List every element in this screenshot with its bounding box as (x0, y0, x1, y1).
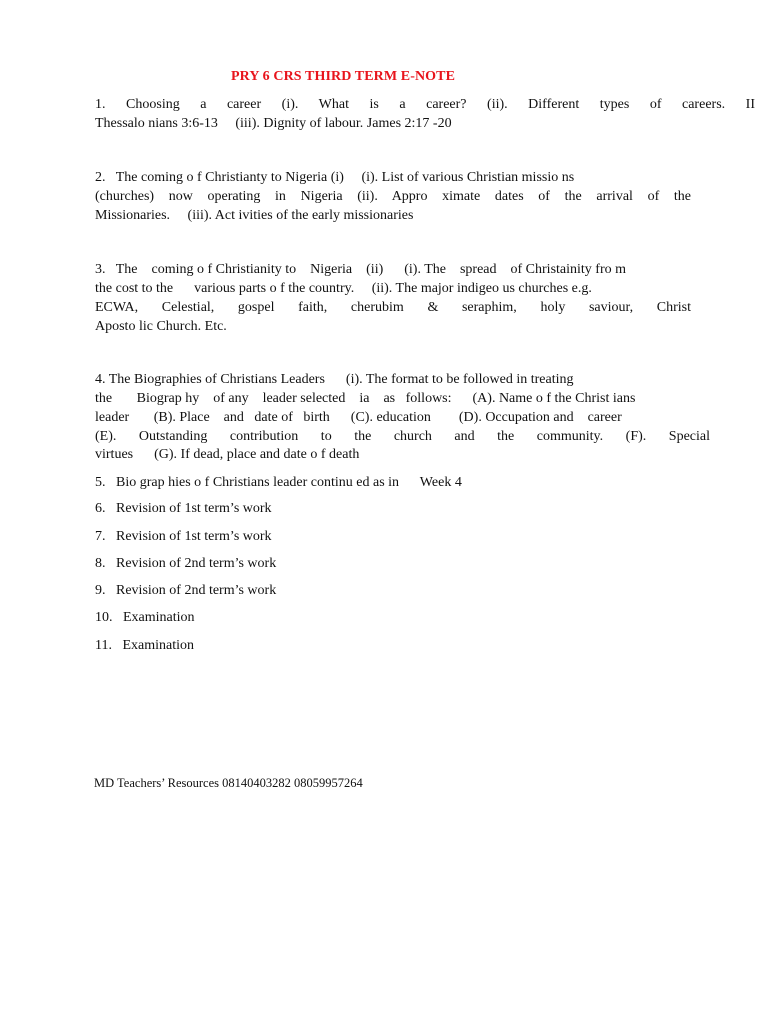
item-6: 6. Revision of 1st term’s work (95, 501, 272, 516)
item-4-line-2: the Biograp hy of any leader selected ia as follows: (A). Name o f the Christ ians (95, 391, 636, 406)
page-title: PRY 6 CRS THIRD TERM E-NOTE (231, 69, 456, 84)
item-4-line-3: leader (B). Place and date of birth (C). education (D). Occupation and career (95, 410, 622, 425)
item-5: 5. Bio grap hies o f Christians leader continu ed as in Week 4 (95, 475, 462, 490)
item-2-line-2: (churches) now operating in Nigeria (ii). Appro ximate dates of the arrival of the (95, 189, 691, 204)
item-8: 8. Revision of 2nd term’s work (95, 556, 277, 571)
item-3-line-2: the cost to the various parts o f the country. (ii). The major indigeo us churches e.g. (95, 281, 592, 296)
item-9: 9. Revision of 2nd term’s work (95, 583, 277, 598)
item-3-line-3: ECWA, Celestial, gospel faith, cherubim & seraphim, holy saviour, Christ (95, 300, 691, 315)
item-1-line-1: 1. Choosing a career (i). What is a career? (ii). Different types of careers. II (95, 97, 755, 112)
item-7: 7. Revision of 1st term’s work (95, 529, 272, 544)
item-4-line-4: (E). Outstanding contribution to the church and the community. (F). Special (95, 429, 710, 444)
item-3-line-4: Aposto lic Church. Etc. (95, 319, 227, 334)
item-1-line-2: Thessalo nians 3:6-13 (iii). Dignity of labour. James 2:17 -20 (95, 116, 452, 131)
item-11: 11. Examination (95, 638, 195, 653)
item-2-line-3: Missionaries. (iii). Act ivities of the early missionaries (95, 208, 414, 223)
footer-contact: MD Teachers’ Resources 08140403282 08059957264 (94, 776, 363, 790)
item-4-line-5: virtues (G). If dead, place and date o f death (95, 447, 360, 462)
item-4-line-1: 4. The Biographies of Christians Leaders (i). The format to be followed in treating (95, 372, 574, 387)
item-2-line-1: 2. The coming o f Christianty to Nigeria (i) (i). List of various Christian missio ns (95, 170, 575, 185)
item-10: 10. Examination (95, 610, 195, 625)
item-3-line-1: 3. The coming o f Christianity to Nigeria (ii) (i). The spread of Christainity fro m (95, 262, 627, 277)
